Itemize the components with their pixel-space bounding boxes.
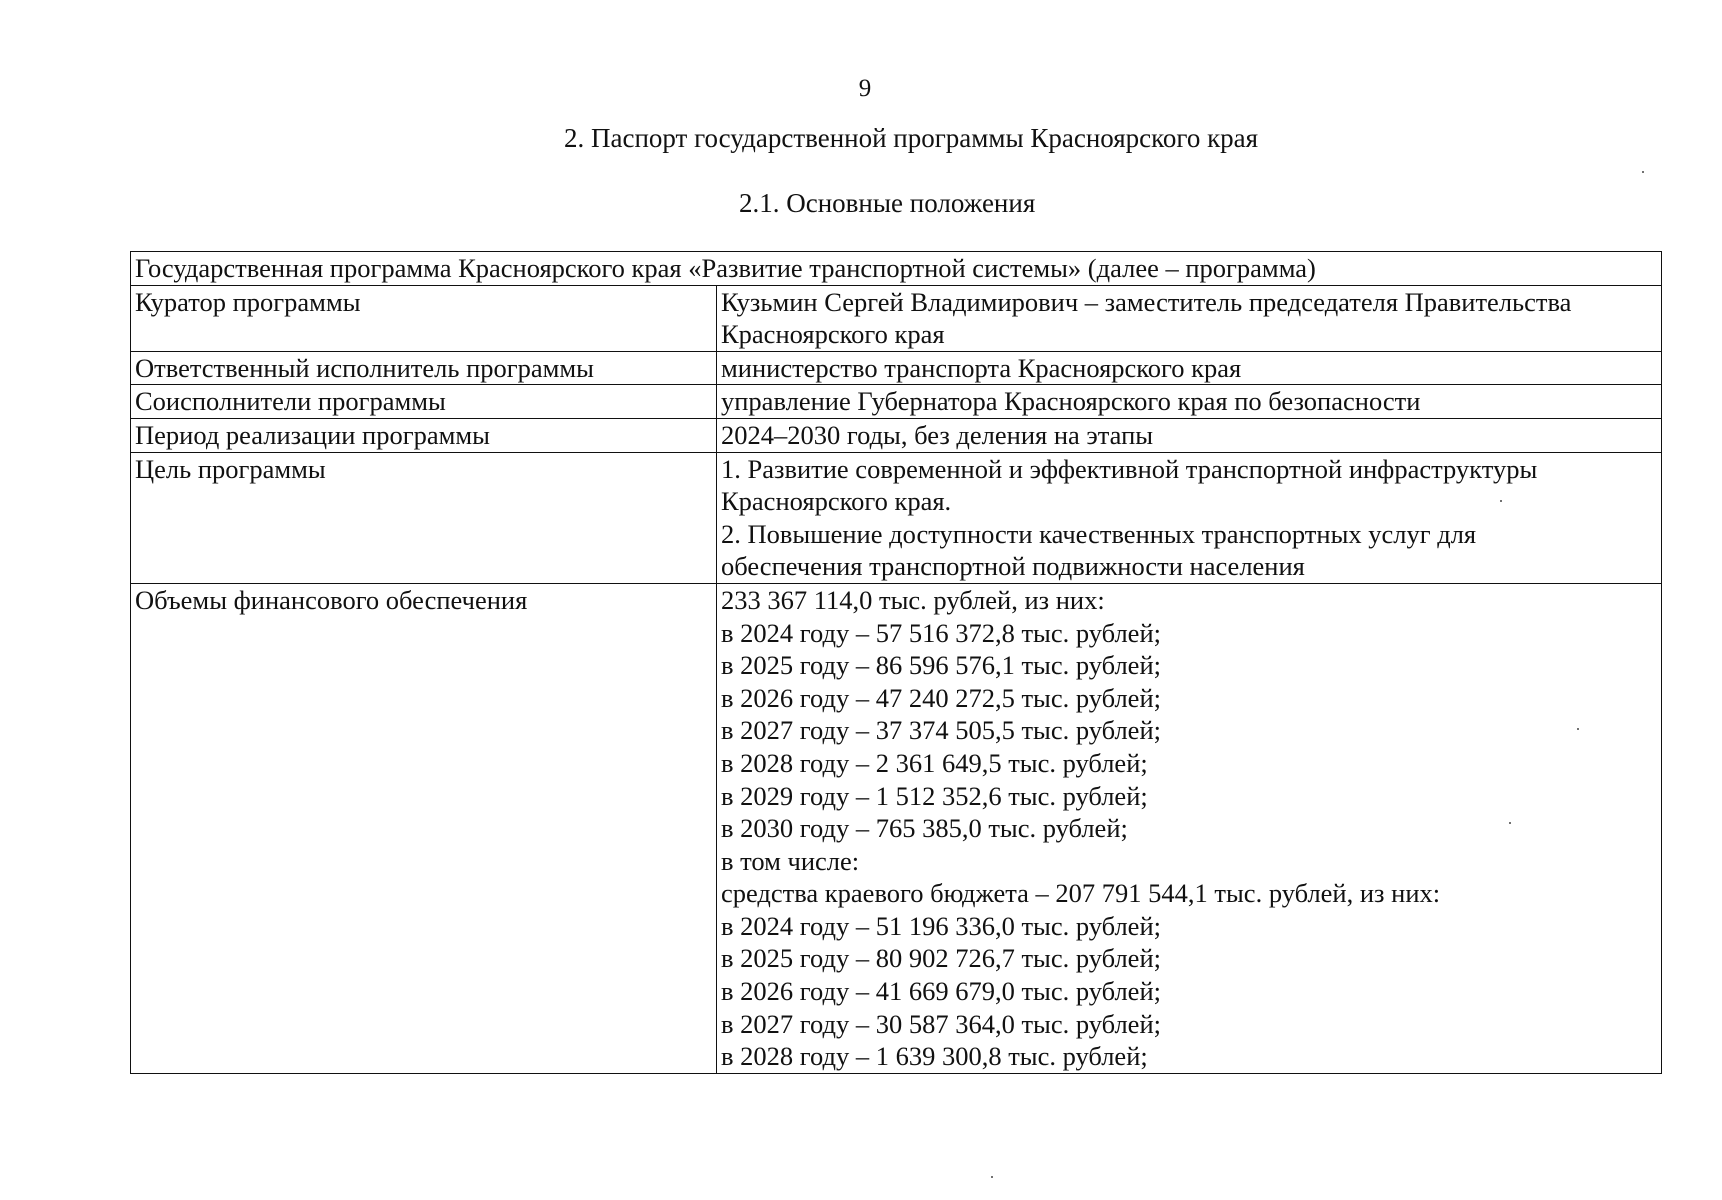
scan-speck (1577, 728, 1579, 730)
row-value-line: в 2029 году – 1 512 352,6 тыс. рублей; (721, 780, 1148, 811)
row-value-line: в 2025 году – 80 902 726,7 тыс. рублей; (721, 943, 1161, 974)
scan-speck (991, 1176, 993, 1178)
row-value-line: в 2030 году – 765 385,0 тыс. рублей; (721, 813, 1128, 844)
row-value-line: 2024–2030 годы, без деления на этапы (721, 419, 1154, 450)
row-value-line: управление Губернатора Красноярского края по безопасности (721, 386, 1421, 417)
row-value-line: в 2024 году – 57 516 372,8 тыс. рублей; (721, 617, 1161, 648)
row-label: Куратор программы (135, 286, 361, 317)
row-value-line: средства краевого бюджета – 207 791 544,1 тыс. рублей, из них: (721, 878, 1441, 909)
row-value-cell (717, 385, 1662, 419)
row-value-cell (717, 583, 1662, 1073)
table-row (131, 351, 1662, 385)
row-value-line: Красноярского края (721, 319, 945, 350)
row-value-line: Красноярского края. (721, 486, 952, 517)
scan-speck (1642, 171, 1644, 173)
table-row (131, 583, 1662, 1073)
row-value-line: в 2027 году – 30 587 364,0 тыс. рублей; (721, 1008, 1161, 1039)
row-value-line: 233 367 114,0 тыс. рублей, из них: (721, 584, 1105, 615)
row-value-line: в 2024 году – 51 196 336,0 тыс. рублей; (721, 910, 1161, 941)
row-value-line: в 2028 году – 1 639 300,8 тыс. рублей; (721, 1041, 1148, 1072)
row-value-cell (717, 351, 1662, 385)
row-value-line: в 2027 году – 37 374 505,5 тыс. рублей; (721, 715, 1161, 746)
row-value-line: в 2026 году – 41 669 679,0 тыс. рублей; (721, 976, 1161, 1007)
table-row (131, 385, 1662, 419)
section-title: 2. Паспорт государственной программы Красноярского края (564, 123, 1259, 153)
row-value-cell (717, 452, 1662, 583)
table-row (131, 285, 1662, 351)
row-value-line: в 2028 году – 2 361 649,5 тыс. рублей; (721, 747, 1148, 778)
row-label-cell (131, 583, 717, 1073)
row-label: Соисполнители программы (135, 386, 446, 417)
row-value-line: в 2026 году – 47 240 272,5 тыс. рублей; (721, 682, 1161, 713)
table-header-cell (131, 252, 1662, 286)
passport-table (130, 251, 1662, 1074)
table-header-text: Государственная программа Красноярского края «Развитие транспортной системы» (далее – программа) (135, 253, 1316, 283)
row-value-line: обеспечения транспортной подвижности населения (721, 551, 1305, 582)
row-value-line: в том числе: (721, 845, 860, 876)
row-value-cell (717, 418, 1662, 452)
table-row (131, 418, 1662, 452)
row-value-cell (717, 285, 1662, 351)
row-label: Цель программы (135, 453, 326, 484)
row-value-line: Кузьмин Сергей Владимирович – заместитель председателя Правительства (721, 286, 1572, 317)
row-value-line: министерство транспорта Красноярского края (721, 352, 1242, 383)
row-label-cell (131, 418, 717, 452)
row-label-cell (131, 285, 717, 351)
row-label-cell (131, 452, 717, 583)
row-value-line: в 2025 году – 86 596 576,1 тыс. рублей; (721, 650, 1161, 681)
row-label-cell (131, 351, 717, 385)
row-label-cell (131, 385, 717, 419)
table-header-row (131, 252, 1662, 286)
row-label: Ответственный исполнитель программы (135, 352, 594, 383)
row-label: Период реализации программы (135, 419, 490, 450)
scan-speck (1500, 500, 1502, 502)
row-value-line: 2. Повышение доступности качественных транспортных услуг для (721, 518, 1477, 549)
subsection-title: 2.1. Основные положения (739, 188, 1036, 218)
page-number: 9 (858, 75, 872, 102)
row-value-line: 1. Развитие современной и эффективной транспортной инфраструктуры (721, 453, 1538, 484)
scan-speck (1509, 822, 1511, 824)
table-row (131, 452, 1662, 583)
row-label: Объемы финансового обеспечения (135, 584, 528, 615)
